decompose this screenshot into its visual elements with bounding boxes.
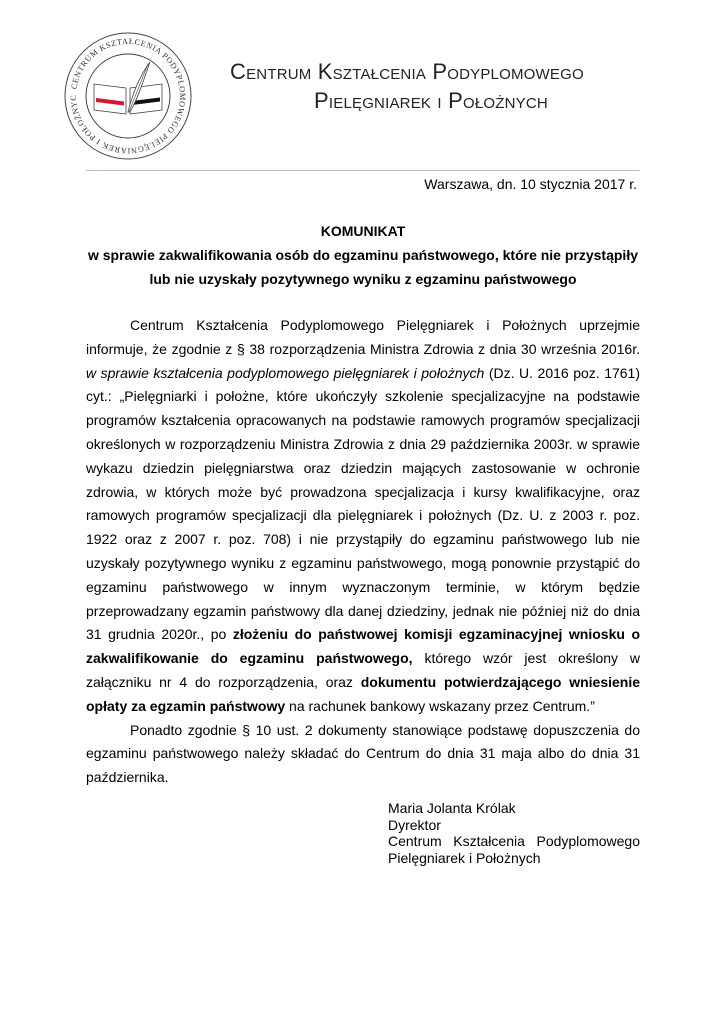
signature-org-line2: Pielęgniarek i Położnych — [388, 849, 541, 866]
p1-bold-1: złożeniu do państwowej komisji egzaminacyjnej wniosku o zakwalifikowanie do egzaminu państwowego, — [86, 626, 641, 667]
header-divider — [86, 170, 640, 171]
paragraph-1 — [86, 314, 640, 719]
p1-text-d: na rachunek bankowy wskazany przez Centrum.” — [289, 697, 595, 714]
p1-italic-title: w sprawie kształcenia podyplomowego pielęgniarek i położnych — [86, 364, 485, 381]
signature-block — [388, 800, 640, 866]
document-date: Warszawa, dn. 10 stycznia 2017 r. — [424, 176, 637, 192]
org-name-line1: Centrum Kształcenia Podyplomowego — [230, 59, 584, 84]
p1-text-c: którego wzór jest określony w załączniku nr 4 do rozporządzenia, oraz — [86, 650, 640, 690]
p1-text-a: Centrum Kształcenia Podyplomowego Pielęgniarek i Położnych uprzejmie informuje, że zgodnie z § 38 rozporządzenia Ministra Zdrowia z dnia 30 września 2016r. — [86, 317, 640, 357]
p1-bold-2: dokumentu potwierdzającego wniesienie opłaty za egzamin państwowy — [86, 673, 641, 714]
logo — [58, 26, 198, 166]
title-heading: KOMUNIKAT — [320, 223, 406, 239]
signature-name: Maria Jolanta Królak — [388, 800, 516, 816]
document-title — [86, 219, 640, 291]
paragraph-2: Ponadto zgodnie § 10 ust. 2 dokumenty stanowiące podstawę dopuszczenia do egzaminu państwowego należy składać do Centrum do dnia 31 maja albo do dnia 31 października. — [86, 721, 640, 786]
logo-emblem — [58, 26, 198, 166]
org-name-line2: Pielęgniarek i Położnych — [314, 88, 548, 113]
signature-role: Dyrektor — [388, 816, 441, 833]
signature-org-line1: Centrum Kształcenia Podyplomowego — [388, 833, 640, 849]
document-body — [86, 314, 640, 790]
org-name-header — [230, 58, 584, 116]
p1-text-b: (Dz. U. 2016 poz. 1761) cyt.: „Pielęgniarki i położne, które ukończyły szkolenie specjalizacyjne na podstawie programów kształcenia opracowanych na podstawie ramowych programów specjalizacji określonych w rozporządzeniu Ministra Zdrowia z dnia 29 października 2003r. w sprawie wykazu dziedzin pielęgniarstwa oraz dziedzin mających zastosowanie w ochronie zdrowia, w których może być prowadzona specjalizacja i kursy kwalifikacyjne, oraz ramowych programów specjalizacji dla pielęgniarek i położnych (Dz. U. z 2003 r. poz. 1922 oraz z 2007 r. poz. 708) i nie przystąpiły do egzaminu państwowego lub nie uzyskały pozytywnego wyniku z egzaminu państwowego, mogą ponownie przystąpić do egzaminu państwowego w innym wyznaczonym terminie, w którym będzie przeprowadzany egzamin państwowy dla danej dziedziny, jednak nie później niż do dnia 31 grudnia 2020r., po — [86, 364, 641, 643]
title-subheading: w sprawie zakwalifikowania osób do egzaminu państwowego, które nie przystąpiły lub nie uzyskały pozytywnego wyniku z egzaminu państwowego — [87, 247, 638, 287]
logo-ring-text: CENTRUM KSZTAŁCENIA PODYPLOMOWEGO PIELĘGNIAREK I POŁOŻNYC — [68, 36, 188, 156]
